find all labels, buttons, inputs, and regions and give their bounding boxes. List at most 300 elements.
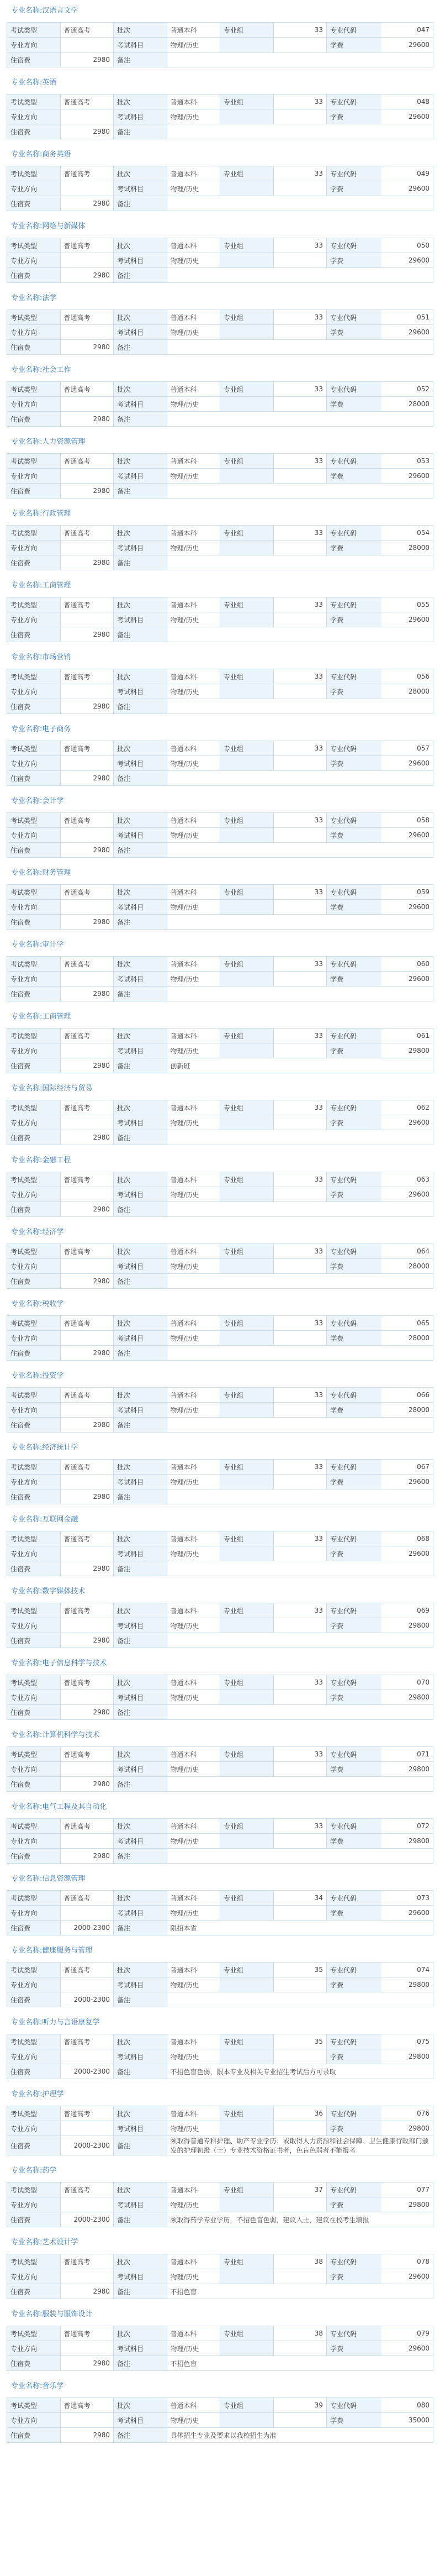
empty-cell xyxy=(220,469,274,484)
category-value: 物理/历史 xyxy=(167,1834,220,1849)
note-label: 备注 xyxy=(114,2212,167,2227)
batch-label: 批次 xyxy=(114,310,167,325)
category-label: 考试科目 xyxy=(114,1834,167,1849)
table-row xyxy=(7,2064,433,2079)
fee-value: 2980 xyxy=(60,1561,114,1576)
major-block xyxy=(7,287,433,359)
major-name: 电气工程及其自动化 xyxy=(42,1803,107,1811)
type-value: 普通高考 xyxy=(60,1244,114,1259)
code-label: 专业代码 xyxy=(327,1460,380,1475)
tuition-label: 学费 xyxy=(327,2269,380,2284)
empty-cell xyxy=(220,828,274,843)
fee-label: 住宿费 xyxy=(7,124,61,139)
fee-value: 2980 xyxy=(60,124,114,139)
code-label: 专业代码 xyxy=(327,1388,380,1403)
empty-cell xyxy=(220,1475,274,1489)
direction-value xyxy=(60,1187,114,1202)
direction-value xyxy=(60,900,114,915)
type-value: 普通高考 xyxy=(60,1531,114,1546)
type-value: 普通高考 xyxy=(60,2326,114,2341)
tuition-label: 学费 xyxy=(327,325,380,340)
table-row xyxy=(7,2049,433,2064)
note-label: 备注 xyxy=(114,1849,167,1864)
major-label: 专业名称: xyxy=(11,222,43,230)
fee-label: 住宿费 xyxy=(7,627,61,642)
code-label: 专业代码 xyxy=(327,2106,380,2121)
tuition-value: 29600 xyxy=(380,38,433,53)
code-label: 专业代码 xyxy=(327,741,380,756)
table-row xyxy=(7,1187,433,1202)
tuition-label: 学费 xyxy=(327,756,380,771)
type-label: 考试类型 xyxy=(7,526,61,541)
table-row xyxy=(7,412,433,427)
table-row xyxy=(7,1675,433,1690)
major-label: 专业名称: xyxy=(11,2090,43,2098)
note-label: 备注 xyxy=(114,987,167,1001)
code-value: 052 xyxy=(380,382,433,397)
empty-cell xyxy=(220,541,274,555)
code-label: 专业代码 xyxy=(327,885,380,900)
fee-value: 2980 xyxy=(60,2428,114,2443)
major-name: 艺术设计学 xyxy=(42,2238,78,2247)
empty-cell xyxy=(220,1977,274,1992)
group-value: 33 xyxy=(273,1460,327,1475)
tuition-value: 29600 xyxy=(380,756,433,771)
table-row xyxy=(7,885,433,900)
table-row xyxy=(7,53,433,67)
major-label: 专业名称: xyxy=(11,150,43,159)
code-value: 065 xyxy=(380,1316,433,1331)
major-name: 金融工程 xyxy=(42,1156,71,1164)
major-header xyxy=(7,1006,433,1028)
major-block xyxy=(7,431,433,503)
category-value: 物理/历史 xyxy=(167,972,220,987)
group-value: 33 xyxy=(273,813,327,828)
type-label: 考试类型 xyxy=(7,2398,61,2413)
major-header xyxy=(7,1581,433,1603)
group-label: 专业组 xyxy=(220,1029,274,1043)
code-label: 专业代码 xyxy=(327,95,380,109)
direction-value xyxy=(60,2269,114,2284)
code-label: 专业代码 xyxy=(327,669,380,684)
batch-value: 普通本科 xyxy=(167,166,220,181)
fee-label: 住宿费 xyxy=(7,1777,61,1792)
batch-label: 批次 xyxy=(114,1029,167,1043)
direction-value xyxy=(60,1331,114,1346)
direction-label: 专业方向 xyxy=(7,612,61,627)
category-label: 考试科目 xyxy=(114,756,167,771)
code-value: 060 xyxy=(380,957,433,972)
code-value: 047 xyxy=(380,23,433,38)
table-row xyxy=(7,1043,433,1058)
table-row xyxy=(7,2269,433,2284)
group-label: 专业组 xyxy=(220,597,274,612)
batch-label: 批次 xyxy=(114,2254,167,2269)
major-table xyxy=(7,166,433,211)
table-row xyxy=(7,813,433,828)
major-name: 电子商务 xyxy=(42,725,71,733)
fee-label: 住宿费 xyxy=(7,1561,61,1576)
type-label: 考试类型 xyxy=(7,1891,61,1906)
direction-label: 专业方向 xyxy=(7,1834,61,1849)
direction-value xyxy=(60,684,114,699)
major-label: 专业名称: xyxy=(11,1084,43,1093)
group-value: 33 xyxy=(273,1531,327,1546)
fee-label: 住宿费 xyxy=(7,1705,61,1720)
table-row xyxy=(7,900,433,915)
major-header xyxy=(7,575,433,597)
group-label: 专业组 xyxy=(220,1460,274,1475)
major-label: 专业名称: xyxy=(11,2310,43,2318)
note-value xyxy=(167,1418,433,1433)
direction-label: 专业方向 xyxy=(7,1331,61,1346)
batch-label: 批次 xyxy=(114,238,167,253)
direction-value xyxy=(60,1475,114,1489)
group-label: 专业组 xyxy=(220,2398,274,2413)
table-row xyxy=(7,1316,433,1331)
fee-value: 2980 xyxy=(60,1777,114,1792)
major-header xyxy=(7,1365,433,1387)
major-block xyxy=(7,503,433,575)
code-value: 061 xyxy=(380,1029,433,1043)
tuition-value: 28000 xyxy=(380,1259,433,1274)
direction-label: 专业方向 xyxy=(7,1906,61,1921)
table-row xyxy=(7,2197,433,2212)
group-label: 专业组 xyxy=(220,1244,274,1259)
table-row xyxy=(7,340,433,355)
category-value: 物理/历史 xyxy=(167,1475,220,1489)
major-label: 专业名称: xyxy=(11,7,43,15)
tuition-value: 29600 xyxy=(380,2269,433,2284)
type-value: 普通高考 xyxy=(60,813,114,828)
empty-cell xyxy=(273,1977,327,1992)
type-value: 普通高考 xyxy=(60,2034,114,2049)
note-value xyxy=(167,1633,433,1648)
type-value: 普通高考 xyxy=(60,1172,114,1187)
direction-value xyxy=(60,2121,114,2136)
direction-value xyxy=(60,1977,114,1992)
type-value: 普通高考 xyxy=(60,1819,114,1834)
direction-label: 专业方向 xyxy=(7,828,61,843)
code-label: 专业代码 xyxy=(327,597,380,612)
batch-value: 普通本科 xyxy=(167,1963,220,1977)
major-block xyxy=(7,1293,433,1365)
major-header xyxy=(7,1150,433,1172)
batch-label: 批次 xyxy=(114,1531,167,1546)
fee-label: 住宿费 xyxy=(7,53,61,67)
type-label: 考试类型 xyxy=(7,454,61,469)
major-header xyxy=(7,2304,433,2326)
batch-label: 批次 xyxy=(114,813,167,828)
spacer xyxy=(7,1935,433,1940)
spacer xyxy=(7,1864,433,1868)
spacer xyxy=(7,1073,433,1078)
direction-value xyxy=(60,2197,114,2212)
major-label: 专业名称: xyxy=(11,2382,43,2390)
type-value: 普通高考 xyxy=(60,238,114,253)
direction-value xyxy=(60,2341,114,2356)
spacer xyxy=(7,714,433,718)
major-table xyxy=(7,309,433,355)
note-label: 备注 xyxy=(114,124,167,139)
type-label: 考试类型 xyxy=(7,1172,61,1187)
direction-label: 专业方向 xyxy=(7,38,61,53)
major-name: 网络与新媒体 xyxy=(42,222,86,230)
type-value: 普通高考 xyxy=(60,1675,114,1690)
fee-label: 住宿费 xyxy=(7,1633,61,1648)
direction-label: 专业方向 xyxy=(7,1259,61,1274)
table-row xyxy=(7,843,433,858)
batch-value: 普通本科 xyxy=(167,2182,220,2197)
table-row xyxy=(7,1331,433,1346)
note-value: 不招色盲 xyxy=(167,2356,433,2371)
batch-label: 批次 xyxy=(114,2326,167,2341)
major-table xyxy=(7,1962,433,2007)
spacer xyxy=(7,139,433,144)
major-block xyxy=(7,1150,433,1221)
group-value: 33 xyxy=(273,885,327,900)
major-header xyxy=(7,1868,433,1890)
type-value: 普通高考 xyxy=(60,166,114,181)
fee-value: 2980 xyxy=(60,2356,114,2371)
spacer xyxy=(7,858,433,862)
category-value: 物理/历史 xyxy=(167,2341,220,2356)
group-value: 35 xyxy=(273,1963,327,1977)
category-label: 考试科目 xyxy=(114,253,167,268)
batch-label: 批次 xyxy=(114,1460,167,1475)
fee-label: 住宿费 xyxy=(7,1489,61,1504)
table-row xyxy=(7,454,433,469)
table-row xyxy=(7,612,433,627)
tuition-value: 35000 xyxy=(380,2413,433,2428)
tuition-value: 29600 xyxy=(380,828,433,843)
major-name: 药学 xyxy=(42,2166,57,2175)
group-label: 专业组 xyxy=(220,957,274,972)
category-value: 物理/历史 xyxy=(167,1331,220,1346)
group-label: 专业组 xyxy=(220,2326,274,2341)
table-row xyxy=(7,1977,433,1992)
code-label: 专业代码 xyxy=(327,1819,380,1834)
category-value: 物理/历史 xyxy=(167,2269,220,2284)
table-row xyxy=(7,2284,433,2299)
group-value: 33 xyxy=(273,310,327,325)
direction-label: 专业方向 xyxy=(7,684,61,699)
note-value: 限招本省 xyxy=(167,1921,433,1935)
type-value: 普通高考 xyxy=(60,23,114,38)
table-row xyxy=(7,756,433,771)
code-value: 048 xyxy=(380,95,433,109)
tuition-value: 29800 xyxy=(380,1690,433,1705)
empty-cell xyxy=(220,325,274,340)
major-header xyxy=(7,0,433,22)
tuition-value: 28000 xyxy=(380,1403,433,1418)
empty-cell xyxy=(220,1906,274,1921)
code-label: 专业代码 xyxy=(327,454,380,469)
tuition-label: 学费 xyxy=(327,38,380,53)
major-table xyxy=(7,2034,433,2079)
batch-value: 普通本科 xyxy=(167,1675,220,1690)
code-label: 专业代码 xyxy=(327,1029,380,1043)
note-label: 备注 xyxy=(114,2356,167,2371)
direction-value xyxy=(60,972,114,987)
table-row xyxy=(7,1475,433,1489)
major-label: 专业名称: xyxy=(11,797,43,805)
note-value xyxy=(167,1274,433,1289)
code-label: 专业代码 xyxy=(327,526,380,541)
major-name: 信息资源管理 xyxy=(42,1875,86,1883)
note-value xyxy=(167,268,433,283)
direction-value xyxy=(60,2413,114,2428)
major-label: 专业名称: xyxy=(11,1731,43,1739)
type-value: 普通高考 xyxy=(60,957,114,972)
group-value: 33 xyxy=(273,1244,327,1259)
type-label: 考试类型 xyxy=(7,310,61,325)
major-table xyxy=(7,525,433,570)
tuition-value: 29600 xyxy=(380,1115,433,1130)
spacer xyxy=(7,1001,433,1006)
type-value: 普通高考 xyxy=(60,597,114,612)
table-row xyxy=(7,1418,433,1433)
note-value xyxy=(167,1705,433,1720)
major-name: 社会工作 xyxy=(42,366,71,374)
direction-value xyxy=(60,1043,114,1058)
table-row xyxy=(7,1259,433,1274)
table-row xyxy=(7,1100,433,1115)
category-value: 物理/历史 xyxy=(167,181,220,196)
type-value: 普通高考 xyxy=(60,1963,114,1977)
category-value: 物理/历史 xyxy=(167,1115,220,1130)
note-label: 备注 xyxy=(114,699,167,714)
batch-value: 普通本科 xyxy=(167,1819,220,1834)
group-value: 33 xyxy=(273,1388,327,1403)
table-row xyxy=(7,1460,433,1475)
major-table xyxy=(7,1028,433,1073)
empty-cell xyxy=(220,612,274,627)
fee-label: 住宿费 xyxy=(7,771,61,786)
group-value: 33 xyxy=(273,669,327,684)
tuition-label: 学费 xyxy=(327,2197,380,2212)
major-name: 财务管理 xyxy=(42,869,71,877)
major-block xyxy=(7,1006,433,1078)
code-value: 056 xyxy=(380,669,433,684)
major-header xyxy=(7,2375,433,2397)
table-row xyxy=(7,627,433,642)
group-label: 专业组 xyxy=(220,1316,274,1331)
spacer xyxy=(7,2155,433,2160)
tuition-label: 学费 xyxy=(327,1259,380,1274)
category-label: 考试科目 xyxy=(114,2121,167,2136)
category-value: 物理/历史 xyxy=(167,2413,220,2428)
batch-label: 批次 xyxy=(114,166,167,181)
category-label: 考试科目 xyxy=(114,1115,167,1130)
tuition-value: 29800 xyxy=(380,1834,433,1849)
spacer xyxy=(7,1648,433,1652)
category-label: 考试科目 xyxy=(114,541,167,555)
batch-value: 普通本科 xyxy=(167,1747,220,1762)
category-value: 物理/历史 xyxy=(167,253,220,268)
table-row xyxy=(7,1777,433,1792)
table-row xyxy=(7,2136,433,2155)
code-label: 专业代码 xyxy=(327,310,380,325)
group-label: 专业组 xyxy=(220,1603,274,1618)
category-value: 物理/历史 xyxy=(167,1546,220,1561)
major-header xyxy=(7,1221,433,1244)
tuition-value: 29800 xyxy=(380,1977,433,1992)
empty-cell xyxy=(220,109,274,124)
major-block xyxy=(7,934,433,1006)
fee-value: 2980 xyxy=(60,196,114,211)
major-table xyxy=(7,2254,433,2299)
fee-value: 2980 xyxy=(60,1418,114,1433)
direction-label: 专业方向 xyxy=(7,2413,61,2428)
table-row xyxy=(7,771,433,786)
code-value: 054 xyxy=(380,526,433,541)
category-label: 考试科目 xyxy=(114,900,167,915)
direction-label: 专业方向 xyxy=(7,900,61,915)
code-label: 专业代码 xyxy=(327,1244,380,1259)
major-block xyxy=(7,359,433,431)
group-value: 39 xyxy=(273,2398,327,2413)
code-label: 专业代码 xyxy=(327,813,380,828)
major-block xyxy=(7,718,433,790)
batch-label: 批次 xyxy=(114,454,167,469)
category-value: 物理/历史 xyxy=(167,1906,220,1921)
note-label: 备注 xyxy=(114,2064,167,2079)
direction-value xyxy=(60,1762,114,1777)
note-label: 备注 xyxy=(114,2284,167,2299)
empty-cell xyxy=(273,1834,327,1849)
table-row xyxy=(7,2413,433,2428)
category-value: 物理/历史 xyxy=(167,541,220,555)
type-label: 考试类型 xyxy=(7,23,61,38)
batch-label: 批次 xyxy=(114,526,167,541)
batch-value: 普通本科 xyxy=(167,885,220,900)
fee-label: 住宿费 xyxy=(7,1274,61,1289)
spacer xyxy=(7,642,433,647)
major-name: 审计学 xyxy=(42,941,64,949)
table-row xyxy=(7,2428,433,2443)
note-value xyxy=(167,196,433,211)
major-label: 专业名称: xyxy=(11,78,43,87)
empty-cell xyxy=(273,2121,327,2136)
tuition-label: 学费 xyxy=(327,397,380,412)
group-label: 专业组 xyxy=(220,2106,274,2121)
fee-value: 2980 xyxy=(60,555,114,570)
category-label: 考试科目 xyxy=(114,1690,167,1705)
batch-label: 批次 xyxy=(114,1675,167,1690)
category-label: 考试科目 xyxy=(114,1331,167,1346)
category-value: 物理/历史 xyxy=(167,397,220,412)
tuition-label: 学费 xyxy=(327,1618,380,1633)
batch-label: 批次 xyxy=(114,885,167,900)
major-label: 专业名称: xyxy=(11,653,43,662)
spacer xyxy=(7,67,433,72)
type-label: 考试类型 xyxy=(7,238,61,253)
type-value: 普通高考 xyxy=(60,1388,114,1403)
major-label: 专业名称: xyxy=(11,2166,43,2175)
table-row xyxy=(7,1921,433,1935)
major-label: 专业名称: xyxy=(11,2018,43,2027)
empty-cell xyxy=(273,325,327,340)
type-label: 考试类型 xyxy=(7,741,61,756)
group-value: 33 xyxy=(273,23,327,38)
type-value: 普通高考 xyxy=(60,1891,114,1906)
code-value: 059 xyxy=(380,885,433,900)
batch-label: 批次 xyxy=(114,2182,167,2197)
direction-label: 专业方向 xyxy=(7,1043,61,1058)
fee-value: 2000-2300 xyxy=(60,2212,114,2227)
empty-cell xyxy=(220,2197,274,2212)
